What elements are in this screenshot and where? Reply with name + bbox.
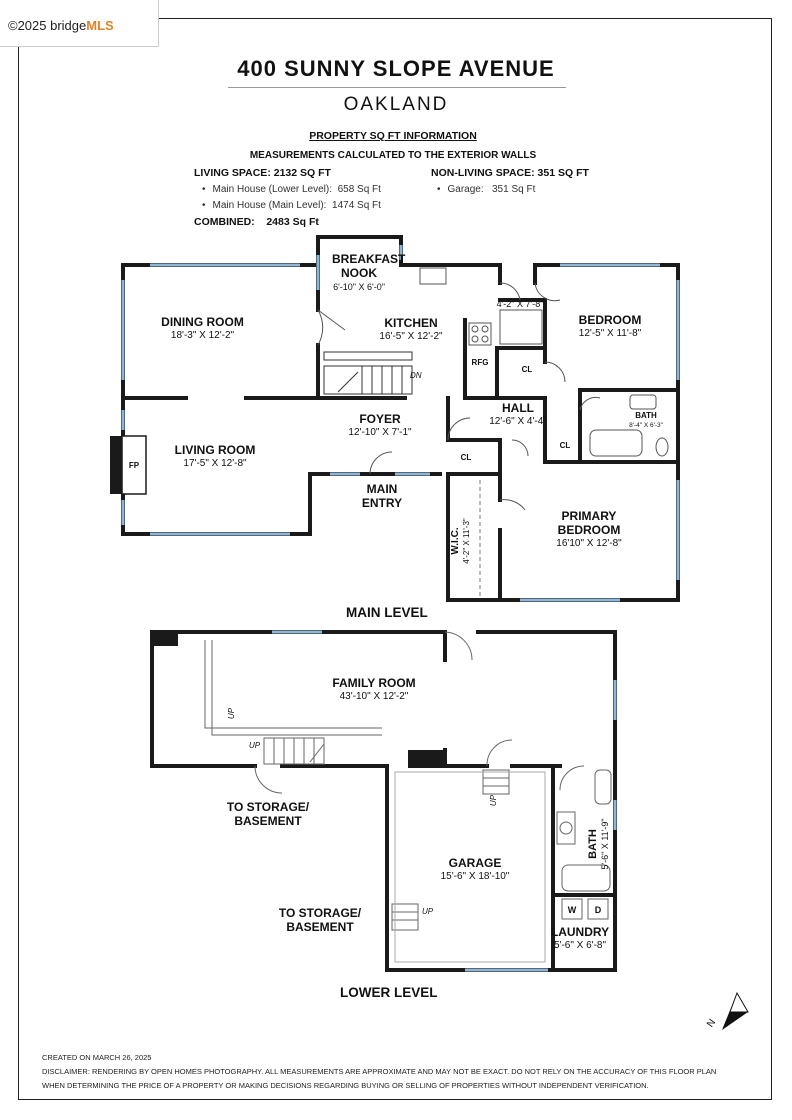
kitchen-label: KITCHEN 16'-5" X 12'-2" — [379, 316, 443, 342]
sqft-subheading: MEASUREMENTS CALCULATED TO THE EXTERIOR WALLS — [249, 150, 537, 161]
nonliving-space-label: NON-LIVING SPACE: 351 SQ FT — [431, 167, 589, 179]
closet-label-1: CL — [521, 365, 533, 374]
living-item-lower: • Main House (Lower Level): 658 Sq Ft — [202, 184, 381, 195]
lower-level-label: LOWER LEVEL — [340, 985, 438, 1000]
living-room-label: LIVING ROOM 17'-5" X 12'-8" — [174, 443, 256, 469]
up-label-1: UP — [227, 707, 237, 720]
north-letter: N — [705, 1017, 719, 1030]
sqft-heading: PROPERTY SQ FT INFORMATION — [309, 130, 477, 142]
combined-sqft: COMBINED: 2483 Sq Ft — [194, 216, 319, 228]
property-city: OAKLAND — [343, 94, 449, 115]
lower-bath-label: BATH 5'-6" X 11'-9" — [587, 818, 610, 870]
main-stairs — [324, 352, 412, 394]
nonliving-item-garage: • Garage: 351 Sq Ft — [437, 184, 535, 195]
disclaimer-line-2: WHEN DETERMINING THE PRICE OF A PROPERTY OR MAKING DECISIONS REGARDING BUYING OR SELLING OF PROPERTIES WITHOUT INDEPENDENT VERIFICATION. — [42, 1081, 649, 1090]
washer-label: W — [567, 905, 577, 915]
foyer-label: FOYER 12'-10" X 7'-1" — [348, 412, 412, 438]
laundry-label: LAUNDRY 5'-6" X 6'-8" — [550, 925, 610, 951]
living-space-label: LIVING SPACE: 2132 SQ FT — [194, 167, 331, 179]
breakfast-nook-label: BREAKFAST NOOK 6'-10" X 6'-0" — [332, 252, 406, 292]
main-level-label: MAIN LEVEL — [346, 605, 428, 620]
watermark-brand: MLS — [86, 18, 114, 33]
up-label-2: UP — [249, 741, 261, 750]
closet-label-3: CL — [460, 453, 472, 462]
fireplace-label: FP — [128, 461, 140, 470]
closet-label-2: CL — [559, 441, 571, 450]
primary-bedroom-label: PRIMARY BEDROOM 16'10" X 12'-8" — [556, 509, 622, 549]
hall-label: HALL 12'-6" X 4'-4" — [489, 401, 547, 427]
watermark-copyright: ©2025 bridge — [8, 18, 87, 33]
stairs-down-label: DN — [410, 371, 422, 380]
main-bath-label: BATH 8'-4" X 6'-3" — [629, 411, 663, 429]
dining-room-label: DINING ROOM 18'-3" X 12'-2" — [161, 315, 244, 341]
main-entry-label: MAIN ENTRY — [361, 482, 403, 510]
living-item-main: • Main House (Main Level): 1474 Sq Ft — [202, 200, 381, 211]
dryer-label: D — [594, 905, 602, 915]
disclaimer-line-1: DISCLAIMER: RENDERING BY OPEN HOMES PHOTOGRAPHY. ALL MEASUREMENTS ARE APPROXIMATE AND MAY NOT BE EXACT. DO NOT RELY ON THE ACCURACY OF THIS FLOOR PLAN — [42, 1067, 717, 1076]
refrigerator-label: RFG — [471, 358, 489, 367]
family-room-label: FAMILY ROOM 43'-10" X 12'-2" — [332, 676, 416, 702]
wic-label: W.I.C. 4'-2" X 11'-3" — [450, 518, 471, 564]
north-arrow-icon — [722, 993, 748, 1030]
up-label-3: UP — [489, 794, 499, 807]
entry-passage-dims: 4'-2" X 7'-8" — [496, 299, 544, 309]
up-label-4: UP — [422, 907, 434, 916]
storage-basement-label-1: TO STORAGE/ BASEMENT — [226, 800, 310, 828]
bedroom-label: BEDROOM 12'-5" X 11'-8" — [578, 313, 642, 339]
property-address: 400 SUNNY SLOPE AVENUE — [237, 56, 555, 81]
created-date: CREATED ON MARCH 26, 2025 — [42, 1053, 152, 1062]
garage-label: GARAGE 15'-6" X 18'-10" — [440, 856, 510, 882]
storage-basement-label-2: TO STORAGE/ BASEMENT — [278, 906, 362, 934]
